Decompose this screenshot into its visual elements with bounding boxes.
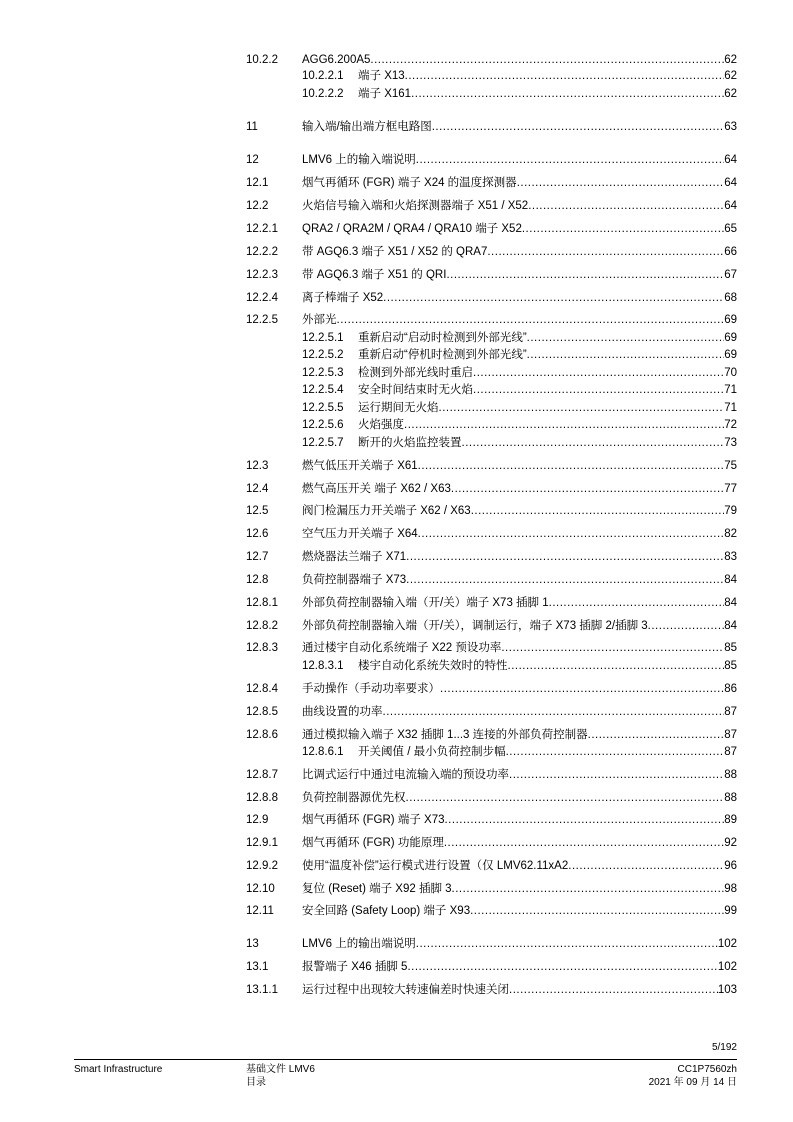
toc-entry-number: 12.8.8 <box>246 792 278 804</box>
toc-entry-page: 70 <box>724 367 737 379</box>
toc-entry-number: 12.9.1 <box>246 837 278 849</box>
toc-entry-page: 85 <box>724 642 737 654</box>
toc-entry-line <box>358 365 737 381</box>
toc-entry-title: 燃气高压开关 端子 X62 / X63 <box>302 483 451 495</box>
dot-leader <box>648 618 725 634</box>
toc-entry-line <box>358 382 737 398</box>
toc-entry-line <box>358 417 737 433</box>
dot-leader <box>473 365 724 381</box>
toc-entry-title: 检测到外部光线时重启 <box>358 367 473 379</box>
toc-entry[interactable] <box>246 936 737 952</box>
toc-entry[interactable] <box>246 903 737 919</box>
toc-entry-number: 13 <box>246 938 259 950</box>
toc-entry-title: 手动操作（手动功率要求） <box>302 683 440 695</box>
toc-entry-number: 12.2.5.2 <box>302 349 344 361</box>
toc-entry-line <box>302 152 737 168</box>
dot-leader <box>508 658 725 674</box>
toc-entry-page: 84 <box>724 620 737 632</box>
toc-entry-title: 报警端子 X46 插脚 5 <box>302 961 408 973</box>
toc-entry[interactable] <box>246 458 737 474</box>
toc-entry[interactable] <box>246 858 737 874</box>
dot-leader <box>471 503 725 519</box>
toc-entry-page: 84 <box>724 597 737 609</box>
dot-leader <box>405 68 725 84</box>
toc-entry[interactable] <box>302 435 737 451</box>
toc-entry-title: 复位 (Reset) 端子 X92 插脚 3 <box>302 883 452 895</box>
dot-leader <box>444 812 724 828</box>
toc-entry-title: 燃烧器法兰端子 X71 <box>302 551 407 563</box>
dot-leader <box>527 330 725 346</box>
toc-entry-number: 12.8.5 <box>246 706 278 718</box>
toc-entry-title: 烟气再循环 (FGR) 端子 X24 的温度探测器 <box>302 177 517 189</box>
toc-entry-line <box>302 175 737 191</box>
toc-entry-line <box>302 790 737 806</box>
dot-leader <box>370 52 724 68</box>
toc-entry-line <box>358 330 737 346</box>
toc-entry-number: 12.6 <box>246 528 269 540</box>
toc-entry-line <box>302 858 737 874</box>
toc-entry-line <box>302 458 737 474</box>
toc-entry-page: 69 <box>724 332 737 344</box>
toc-entry-page: 98 <box>724 883 737 895</box>
toc-entry-title: 重新启动“停机时检测到外部光线” <box>358 349 527 361</box>
toc-entry-title: 端子 X161 <box>358 88 412 100</box>
toc-entry-line <box>358 400 737 416</box>
toc-entry-page: 102 <box>717 938 737 950</box>
toc-entry[interactable] <box>246 595 737 611</box>
dot-leader <box>406 549 724 565</box>
page-number: 5/192 <box>711 1042 737 1053</box>
toc-entry-page: 99 <box>724 905 737 917</box>
toc-entry-line <box>302 903 737 919</box>
toc-entry-title: 烟气再循环 (FGR) 功能原理 <box>302 837 444 849</box>
toc-entry-number: 12.2.5.7 <box>302 437 344 449</box>
toc-entry[interactable] <box>246 152 737 168</box>
toc-entry-page: 85 <box>724 660 737 672</box>
dot-leader <box>451 481 724 497</box>
footer-document-id: CC1P7560zh <box>677 1064 737 1075</box>
toc-entry-page: 65 <box>724 223 737 235</box>
toc-entry-page: 69 <box>724 314 737 326</box>
toc-entry-line <box>302 52 737 68</box>
toc-entry[interactable] <box>246 790 737 806</box>
toc-entry-number: 12.8.1 <box>246 597 278 609</box>
toc-entry-title: 火焰信号输入端和火焰探测器端子 X51 / X52 <box>302 200 529 212</box>
toc-entry-title: 外部负荷控制器输入端（开/关），调制运行，端子 X73 插脚 2/插脚 3 <box>302 620 648 632</box>
dot-leader <box>404 417 724 433</box>
toc-entry-title: 通过楼宇自动化系统端子 X22 预设功率 <box>302 642 502 654</box>
toc-entry[interactable] <box>246 767 737 783</box>
toc-entry[interactable] <box>246 526 737 542</box>
toc-entry-number: 12.10 <box>246 883 275 895</box>
toc-entry-line <box>358 658 737 674</box>
toc-entry-line <box>302 595 737 611</box>
toc-entry-title: 曲线设置的功率 <box>302 706 383 718</box>
toc-entry[interactable] <box>246 618 737 634</box>
toc-entry-number: 12.2.5.4 <box>302 384 344 396</box>
toc-entry-number: 10.2.2.2 <box>302 88 344 100</box>
toc-entry-page: 102 <box>717 961 737 973</box>
toc-entry-number: 12.2.4 <box>246 292 278 304</box>
toc-entry-line <box>302 959 737 975</box>
toc-entry[interactable] <box>302 86 737 102</box>
toc-entry-page: 68 <box>724 292 737 304</box>
toc-entry-title: 端子 X13 <box>358 70 405 82</box>
toc-entry-title: 楼宇自动化系统失效时的特性 <box>358 660 508 672</box>
toc-entry-number: 12.8.3 <box>246 642 278 654</box>
footer-document-title: 基础文件 LMV6 <box>246 1064 315 1075</box>
dot-leader <box>446 267 724 283</box>
toc-entry-title: 带 AGQ6.3 端子 X51 / X52 的 QRA7 <box>302 246 488 258</box>
toc-entry[interactable] <box>246 982 737 998</box>
toc-entry[interactable] <box>246 959 737 975</box>
toc-entry-line <box>302 936 737 952</box>
dot-leader <box>432 119 725 135</box>
toc-entry-line <box>302 681 737 697</box>
toc-entry-title: 开关阈值 / 最小负荷控制步幅 <box>358 746 506 758</box>
toc-entry-page: 87 <box>724 706 737 718</box>
toc-entry[interactable] <box>246 119 737 135</box>
dot-leader <box>407 959 717 975</box>
toc-entry[interactable] <box>302 68 737 84</box>
toc-entry-page: 67 <box>724 269 737 281</box>
toc-entry-line <box>302 312 737 328</box>
dot-leader <box>418 458 725 474</box>
toc-entry-line <box>302 982 737 998</box>
toc-entry-number: 12.2.1 <box>246 223 278 235</box>
toc-entry-number: 12.8 <box>246 574 269 586</box>
toc-entry[interactable] <box>246 267 737 283</box>
toc-entry-title: 安全时间结束时无火焰 <box>358 384 473 396</box>
footer-section: 目录 <box>246 1077 266 1088</box>
toc-entry-title: 负荷控制器源优先权 <box>302 792 406 804</box>
toc-entry-title: 输入端/输出端方框电路图 <box>302 121 432 133</box>
toc-entry-title: 通过模拟输入端子 X32 插脚 1...3 连接的外部负荷控制器 <box>302 729 588 741</box>
toc-entry-number: 12 <box>246 154 259 166</box>
toc-entry-page: 83 <box>724 551 737 563</box>
toc-entry-number: 12.2.3 <box>246 269 278 281</box>
toc-entry-number: 12.8.6 <box>246 729 278 741</box>
toc-entry-page: 79 <box>724 505 737 517</box>
toc-entry-page: 62 <box>724 70 737 82</box>
toc-entry-page: 89 <box>724 814 737 826</box>
dot-leader <box>439 400 725 416</box>
toc-entry-line <box>302 835 737 851</box>
toc-entry-line <box>302 221 737 237</box>
dot-leader <box>487 244 724 260</box>
toc-entry-page: 62 <box>724 88 737 100</box>
toc-entry-line <box>302 526 737 542</box>
toc-entry-line <box>302 481 737 497</box>
toc-entry-page: 77 <box>724 483 737 495</box>
toc-entry-number: 12.2.5.6 <box>302 419 344 431</box>
toc-entry-number: 12.7 <box>246 551 269 563</box>
toc-entry-page: 64 <box>724 177 737 189</box>
toc-entry-page: 64 <box>724 154 737 166</box>
toc-entry-number: 12.4 <box>246 483 269 495</box>
toc-entry-title: LMV6 上的输入端说明 <box>302 154 416 166</box>
toc-entry[interactable] <box>246 52 737 68</box>
toc-entry-line <box>302 503 737 519</box>
toc-entry-line <box>302 767 737 783</box>
dot-leader <box>588 727 725 743</box>
toc-entry[interactable] <box>246 835 737 851</box>
dot-leader <box>444 835 724 851</box>
toc-entry-line <box>302 727 737 743</box>
toc-entry-number: 12.2.5 <box>246 314 278 326</box>
toc-entry-page: 69 <box>724 349 737 361</box>
toc-entry-number: 12.8.7 <box>246 769 278 781</box>
dot-leader <box>418 526 725 542</box>
toc-entry-line <box>302 198 737 214</box>
toc-entry-title: 外部负荷控制器输入端（开/关）端子 X73 插脚 1 <box>302 597 549 609</box>
toc-entry[interactable] <box>246 727 737 743</box>
toc-entry-title: QRA2 / QRA2M / QRA4 / QRA10 端子 X52 <box>302 223 522 235</box>
toc-entry[interactable] <box>246 198 737 214</box>
dot-leader <box>506 744 725 760</box>
dot-leader <box>522 221 724 237</box>
toc-entry-line <box>302 812 737 828</box>
toc-entry-page: 86 <box>724 683 737 695</box>
dot-leader <box>528 198 724 214</box>
toc-entry-number: 11 <box>246 121 258 133</box>
toc-entry-page: 62 <box>724 54 737 66</box>
toc-entry[interactable] <box>246 640 737 656</box>
dot-leader <box>452 881 725 897</box>
toc-entry-number: 12.2.5.3 <box>302 367 344 379</box>
dot-leader <box>527 347 725 363</box>
toc-entry-page: 71 <box>724 384 737 396</box>
toc-entry-page: 63 <box>724 121 737 133</box>
toc-entry-line <box>358 435 737 451</box>
footer-company: Smart Infrastructure <box>74 1064 163 1075</box>
toc-entry-number: 12.2.2 <box>246 246 278 258</box>
dot-leader <box>440 681 724 697</box>
toc-entry-title: 燃气低压开关端子 X61 <box>302 460 418 472</box>
toc-entry-title: 离子棒端子 X52 <box>302 292 384 304</box>
toc-entry-number: 12.2 <box>246 200 269 212</box>
toc-entry-line <box>302 881 737 897</box>
toc-entry-number: 12.8.3.1 <box>302 660 344 672</box>
toc-entry[interactable] <box>302 417 737 433</box>
toc-entry-page: 88 <box>724 792 737 804</box>
toc-entry-page: 96 <box>724 860 737 872</box>
dot-leader <box>462 435 725 451</box>
dot-leader <box>411 86 724 102</box>
dot-leader <box>383 704 725 720</box>
toc-entry[interactable] <box>246 503 737 519</box>
toc-entry-line <box>302 244 737 260</box>
toc-entry-number: 12.3 <box>246 460 269 472</box>
toc-entry-line <box>302 704 737 720</box>
dot-leader <box>337 312 725 328</box>
dot-leader <box>568 858 724 874</box>
dot-leader <box>416 152 724 168</box>
toc-entry-title: 使用“温度补偿”运行模式进行设置（仅 LMV62.11xA2 <box>302 860 569 872</box>
toc-entry-line <box>302 572 737 588</box>
dot-leader <box>383 290 724 306</box>
toc-entry-line <box>358 347 737 363</box>
toc-entry[interactable] <box>302 382 737 398</box>
toc-entry-line <box>358 86 737 102</box>
toc-entry-number: 13.1 <box>246 961 269 973</box>
toc-entry[interactable] <box>246 175 737 191</box>
toc-entry-line <box>302 290 737 306</box>
dot-leader <box>509 767 724 783</box>
toc-entry[interactable] <box>246 681 737 697</box>
toc-entry-number: 13.1.1 <box>246 984 278 996</box>
toc-entry-line <box>302 640 737 656</box>
toc-entry-title: 运行过程中出现较大转速偏差时快速关闭 <box>302 984 509 996</box>
footer-divider <box>74 1059 737 1060</box>
toc-entry[interactable] <box>302 347 737 363</box>
toc-entry-page: 88 <box>724 769 737 781</box>
footer-date: 2021 年 09 月 14 日 <box>648 1077 737 1088</box>
toc-entry[interactable] <box>302 658 737 674</box>
toc-entry-title: 重新启动“启动时检测到外部光线” <box>358 332 527 344</box>
toc-entry-number: 12.8.6.1 <box>302 746 344 758</box>
toc-entry-title: 断开的火焰监控装置 <box>358 437 462 449</box>
toc-entry-number: 12.1 <box>246 177 269 189</box>
toc-entry-title: 负荷控制器端子 X73 <box>302 574 407 586</box>
toc-entry-title: LMV6 上的输出端说明 <box>302 938 416 950</box>
toc-entry[interactable] <box>246 812 737 828</box>
toc-entry-number: 10.2.2 <box>246 54 278 66</box>
toc-entry[interactable] <box>246 572 737 588</box>
toc-entry-number: 12.5 <box>246 505 269 517</box>
toc-entry-page: 87 <box>724 746 737 758</box>
toc-entry-title: 运行期间无火焰 <box>358 402 439 414</box>
toc-entry-line <box>358 68 737 84</box>
toc-entry-page: 66 <box>724 246 737 258</box>
toc-entry-page: 82 <box>724 528 737 540</box>
toc-entry[interactable] <box>302 330 737 346</box>
dot-leader <box>470 903 724 919</box>
toc-entry-page: 103 <box>717 984 737 996</box>
toc-entry[interactable] <box>246 290 737 306</box>
toc-entry-title: 外部光 <box>302 314 337 326</box>
toc-entry-number: 12.9.2 <box>246 860 278 872</box>
toc-entry-title: 空气压力开关端子 X64 <box>302 528 418 540</box>
toc-entry-title: 带 AGQ6.3 端子 X51 的 QRI <box>302 269 447 281</box>
toc-entry[interactable] <box>246 881 737 897</box>
toc-entry-page: 75 <box>724 460 737 472</box>
toc-entry-title: 烟气再循环 (FGR) 端子 X73 <box>302 814 445 826</box>
toc-entry[interactable] <box>246 704 737 720</box>
toc-entry-number: 12.8.2 <box>246 620 278 632</box>
toc-entry-number: 12.9 <box>246 814 269 826</box>
toc-entry-number: 12.2.5.5 <box>302 402 344 414</box>
toc-entry-line <box>302 119 737 135</box>
toc-entry-number: 12.2.5.1 <box>302 332 344 344</box>
dot-leader <box>501 640 724 656</box>
toc-entry-title: 比调式运行中通过电流输入端的预设功率 <box>302 769 509 781</box>
toc-entry[interactable] <box>246 221 737 237</box>
toc-entry[interactable] <box>246 312 737 328</box>
toc-entry-page: 92 <box>724 837 737 849</box>
toc-entry[interactable] <box>246 549 737 565</box>
dot-leader <box>509 982 718 998</box>
dot-leader <box>517 175 725 191</box>
toc-entry-page: 72 <box>724 419 737 431</box>
toc-entry-line <box>358 744 737 760</box>
toc-entry-title: AGG6.200A5 <box>302 54 371 66</box>
toc-entry-page: 73 <box>724 437 737 449</box>
dot-leader <box>473 382 724 398</box>
toc-entry-line <box>302 618 737 634</box>
toc-entry[interactable] <box>246 481 737 497</box>
toc-entry-title: 火焰强度 <box>358 419 404 431</box>
dot-leader <box>549 595 725 611</box>
toc-entry-page: 71 <box>724 402 737 414</box>
toc-entry-title: 安全回路 (Safety Loop) 端子 X93 <box>302 905 471 917</box>
toc-entry[interactable] <box>302 365 737 381</box>
toc-entry-page: 64 <box>724 200 737 212</box>
toc-entry-number: 10.2.2.1 <box>302 70 344 82</box>
dot-leader <box>406 572 724 588</box>
toc-entry-title: 阀门检漏压力开关端子 X62 / X63 <box>302 505 471 517</box>
toc-entry[interactable] <box>246 244 737 260</box>
toc-entry[interactable] <box>302 744 737 760</box>
toc-entry-line <box>302 549 737 565</box>
toc-entry[interactable] <box>302 400 737 416</box>
dot-leader <box>406 790 725 806</box>
toc-entry-number: 12.8.4 <box>246 683 278 695</box>
dot-leader <box>416 936 718 952</box>
toc-entry-page: 87 <box>724 729 737 741</box>
toc-entry-line <box>302 267 737 283</box>
toc-entry-number: 12.11 <box>246 905 274 917</box>
toc-entry-page: 84 <box>724 574 737 586</box>
